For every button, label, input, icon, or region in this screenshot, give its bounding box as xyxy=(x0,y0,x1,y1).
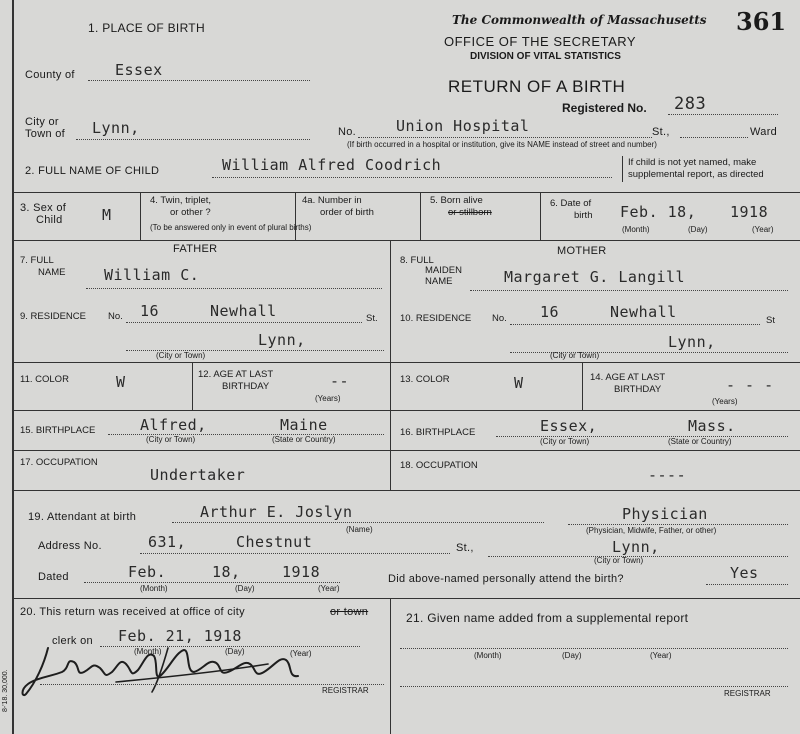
father-birthplace-city: Alfred, xyxy=(140,416,207,434)
dated-month-caption: (Month) xyxy=(140,584,168,593)
dotted-line xyxy=(84,582,340,583)
dotted-line xyxy=(358,137,652,138)
address-st-label: St., xyxy=(456,542,474,554)
attendant-label: 19. Attendant at birth xyxy=(28,511,137,523)
supplemental-day-caption: (Day) xyxy=(562,651,582,660)
mother-color-value: W xyxy=(514,374,524,392)
dated-year: 1918 xyxy=(282,563,321,581)
dotted-line xyxy=(76,139,310,140)
rule xyxy=(540,192,541,240)
receipt-registrar-label: REGISTRAR xyxy=(322,686,369,695)
mother-birthplace-state: Mass. xyxy=(688,417,736,435)
mother-st-label: St xyxy=(766,315,775,326)
birth-year-value: 1918 xyxy=(730,203,769,221)
supplemental-registrar-label: REGISTRAR xyxy=(724,689,771,698)
receipt-date: Feb. 21, 1918 xyxy=(118,627,242,645)
attend-question: Did above-named personally attend the birth? xyxy=(388,573,624,585)
mother-state-caption: (State or Country) xyxy=(668,437,732,446)
father-city-or-town-caption: (City or Town) xyxy=(146,435,196,444)
supplemental-year-caption: (Year) xyxy=(650,651,672,660)
address-city-caption: (City or Town) xyxy=(594,556,644,565)
receipt-label: 20. This return was received at office of city xyxy=(20,606,245,618)
form-title: RETURN OF A BIRTH xyxy=(448,77,626,96)
plural-note: (To be answered only in event of plural births) xyxy=(150,223,312,232)
sex-label-2: Child xyxy=(36,214,63,226)
father-birthplace-state: Maine xyxy=(280,416,328,434)
father-no-label: No. xyxy=(108,311,123,322)
mother-name-label-3: NAME xyxy=(425,276,453,287)
dotted-line xyxy=(40,684,384,685)
clerk-label: clerk on xyxy=(52,635,93,647)
dotted-line xyxy=(568,524,788,525)
rule xyxy=(12,450,800,451)
mother-occupation-value: ---- xyxy=(648,466,687,484)
supplemental-month-caption: (Month) xyxy=(474,651,502,660)
father-years-caption: (Years) xyxy=(315,394,341,403)
number-label-2: order of birth xyxy=(320,207,374,218)
mother-name-value: Margaret G. Langill xyxy=(504,268,686,286)
dotted-line xyxy=(400,648,788,649)
dotted-line xyxy=(510,324,760,325)
rule xyxy=(390,598,391,734)
father-street: Newhall xyxy=(210,302,277,320)
unnamed-note-1: If child is not yet named, make xyxy=(628,157,757,168)
commonwealth-title: The Commonwealth of Massachusetts xyxy=(452,13,707,27)
father-house-no: 16 xyxy=(140,302,160,320)
dated-month: Feb. xyxy=(128,563,167,581)
father-age-label-1: 12. AGE AT LAST xyxy=(198,369,274,380)
rule xyxy=(12,362,800,363)
child-name-value: William Alfred Coodrich xyxy=(222,156,442,174)
father-city-caption: (City or Town) xyxy=(156,351,206,360)
registered-number: 283 xyxy=(674,94,707,114)
dotted-line xyxy=(88,80,310,81)
father-color-value: W xyxy=(116,373,126,391)
mother-color-label: 13. COLOR xyxy=(400,374,450,385)
father-name-label-1: 7. FULL xyxy=(20,255,54,266)
street-no-label: No. xyxy=(338,126,357,138)
mother-house-no: 16 xyxy=(540,303,560,321)
father-occupation-value: Undertaker xyxy=(150,466,246,484)
mother-occupation-label: 18. OCCUPATION xyxy=(400,460,478,471)
father-city: Lynn, xyxy=(258,331,306,349)
attendant-role-caption: (Physician, Midwife, Father, or other) xyxy=(586,526,717,535)
address-street: Chestnut xyxy=(236,533,313,551)
father-residence-label: 9. RESIDENCE xyxy=(20,311,86,322)
father-occupation-label: 17. OCCUPATION xyxy=(20,457,98,468)
mother-age-label-2: BIRTHDAY xyxy=(614,384,662,395)
rule xyxy=(582,362,583,410)
dotted-line xyxy=(172,522,544,523)
rule xyxy=(12,240,800,241)
mother-age-label-1: 14. AGE AT LAST xyxy=(590,372,666,383)
father-st-label: St. xyxy=(366,313,378,324)
registrar-signature xyxy=(18,642,318,702)
father-state-caption: (State or Country) xyxy=(272,435,336,444)
date-label-2: birth xyxy=(574,210,593,221)
sex-label-1: 3. Sex of xyxy=(20,202,67,214)
hospital-note: (If birth occurred in a hospital or institution, give its NAME instead of street and number) xyxy=(347,140,657,149)
left-margin-rule xyxy=(12,0,14,734)
mother-name-label-2: MAIDEN xyxy=(425,265,462,276)
father-birthplace-label: 15. BIRTHPLACE xyxy=(20,425,96,436)
child-name-label: 2. FULL NAME OF CHILD xyxy=(25,165,160,177)
receipt-year-caption: (Year) xyxy=(290,649,312,658)
dotted-line xyxy=(680,137,748,138)
alive-label-2: or stillborn xyxy=(448,207,492,218)
receipt-label-struck: or town xyxy=(330,606,369,618)
office-title: OFFICE OF THE SECRETARY xyxy=(444,34,637,49)
dotted-line xyxy=(400,686,788,687)
dated-label: Dated xyxy=(38,571,69,583)
rule xyxy=(420,192,421,240)
dotted-line xyxy=(126,322,362,323)
mother-name-label-1: 8. FULL xyxy=(400,255,434,266)
twin-label-2: or other ? xyxy=(170,207,211,218)
registered-label: Registered No. xyxy=(562,101,647,115)
dotted-line xyxy=(140,553,450,554)
dated-day-caption: (Day) xyxy=(235,584,255,593)
city-label-2: Town of xyxy=(25,128,66,140)
place-of-birth-heading: 1. PLACE OF BIRTH xyxy=(88,21,205,35)
supplemental-label: 21. Given name added from a supplemental report xyxy=(406,611,689,625)
attend-answer: Yes xyxy=(730,564,759,582)
mother-years-caption: (Years) xyxy=(712,397,738,406)
city-value: Lynn, xyxy=(92,119,140,137)
rule xyxy=(295,192,296,240)
mother-birthplace-label: 16. BIRTHPLACE xyxy=(400,427,476,438)
form-number: 361 xyxy=(736,7,787,36)
mother-heading: MOTHER xyxy=(557,245,607,257)
hospital-value: Union Hospital xyxy=(396,117,530,135)
rule xyxy=(140,192,141,240)
father-color-label: 11. COLOR xyxy=(20,374,69,385)
mother-street: Newhall xyxy=(610,303,677,321)
side-print: 8-'18. 30,000. xyxy=(2,669,9,712)
rule xyxy=(192,362,193,410)
mother-residence-label: 10. RESIDENCE xyxy=(400,313,472,324)
county-value: Essex xyxy=(115,61,163,79)
dotted-line xyxy=(706,584,788,585)
mother-city-or-town-caption: (City or Town) xyxy=(540,437,590,446)
city-label-1: City or xyxy=(25,116,59,128)
dotted-line xyxy=(668,114,778,115)
attendant-name: Arthur E. Joslyn xyxy=(200,503,353,521)
rule xyxy=(12,598,800,599)
day-caption: (Day) xyxy=(688,225,708,234)
street-label: St., xyxy=(652,126,670,138)
dotted-line xyxy=(86,288,382,289)
address-label: Address No. xyxy=(38,540,102,552)
mother-birthplace-city: Essex, xyxy=(540,417,598,435)
dotted-line xyxy=(212,177,612,178)
alive-label-1: 5. Born alive xyxy=(430,195,483,206)
father-age-label-2: BIRTHDAY xyxy=(222,381,270,392)
twin-label-1: 4. Twin, triplet, xyxy=(150,195,212,206)
father-age-value: -- xyxy=(330,372,350,390)
rule xyxy=(12,192,800,193)
number-label-1: 4a. Number in xyxy=(302,195,362,206)
mother-city: Lynn, xyxy=(668,333,716,351)
ward-label: Ward xyxy=(750,126,778,138)
division-title: DIVISION OF VITAL STATISTICS xyxy=(470,51,621,62)
birth-date-value: Feb. 18, xyxy=(620,203,697,221)
attendant-name-caption: (Name) xyxy=(346,525,373,534)
receipt-month-caption: (Month) xyxy=(134,647,162,656)
rule xyxy=(390,240,391,490)
father-heading: FATHER xyxy=(173,243,218,255)
county-label: County of xyxy=(25,69,75,81)
address-number: 631, xyxy=(148,533,187,551)
dated-day: 18, xyxy=(212,563,241,581)
mother-no-label: No. xyxy=(492,313,507,324)
rule xyxy=(12,410,800,411)
mother-age-value: - - - xyxy=(726,376,774,394)
unnamed-note-2: supplemental report, as directed xyxy=(628,169,764,180)
father-name-value: William C. xyxy=(104,266,200,284)
rule xyxy=(12,490,800,491)
dotted-line xyxy=(470,290,788,291)
attendant-role: Physician xyxy=(622,505,708,523)
mother-city-caption: (City or Town) xyxy=(550,351,600,360)
date-label-1: 6. Date of xyxy=(550,198,592,209)
sex-value: M xyxy=(102,206,112,224)
dated-year-caption: (Year) xyxy=(318,584,340,593)
month-caption: (Month) xyxy=(622,225,650,234)
father-name-label-2: NAME xyxy=(38,267,66,278)
address-city: Lynn, xyxy=(612,538,660,556)
year-caption: (Year) xyxy=(752,225,774,234)
receipt-day-caption: (Day) xyxy=(225,647,245,656)
rule xyxy=(622,156,623,182)
